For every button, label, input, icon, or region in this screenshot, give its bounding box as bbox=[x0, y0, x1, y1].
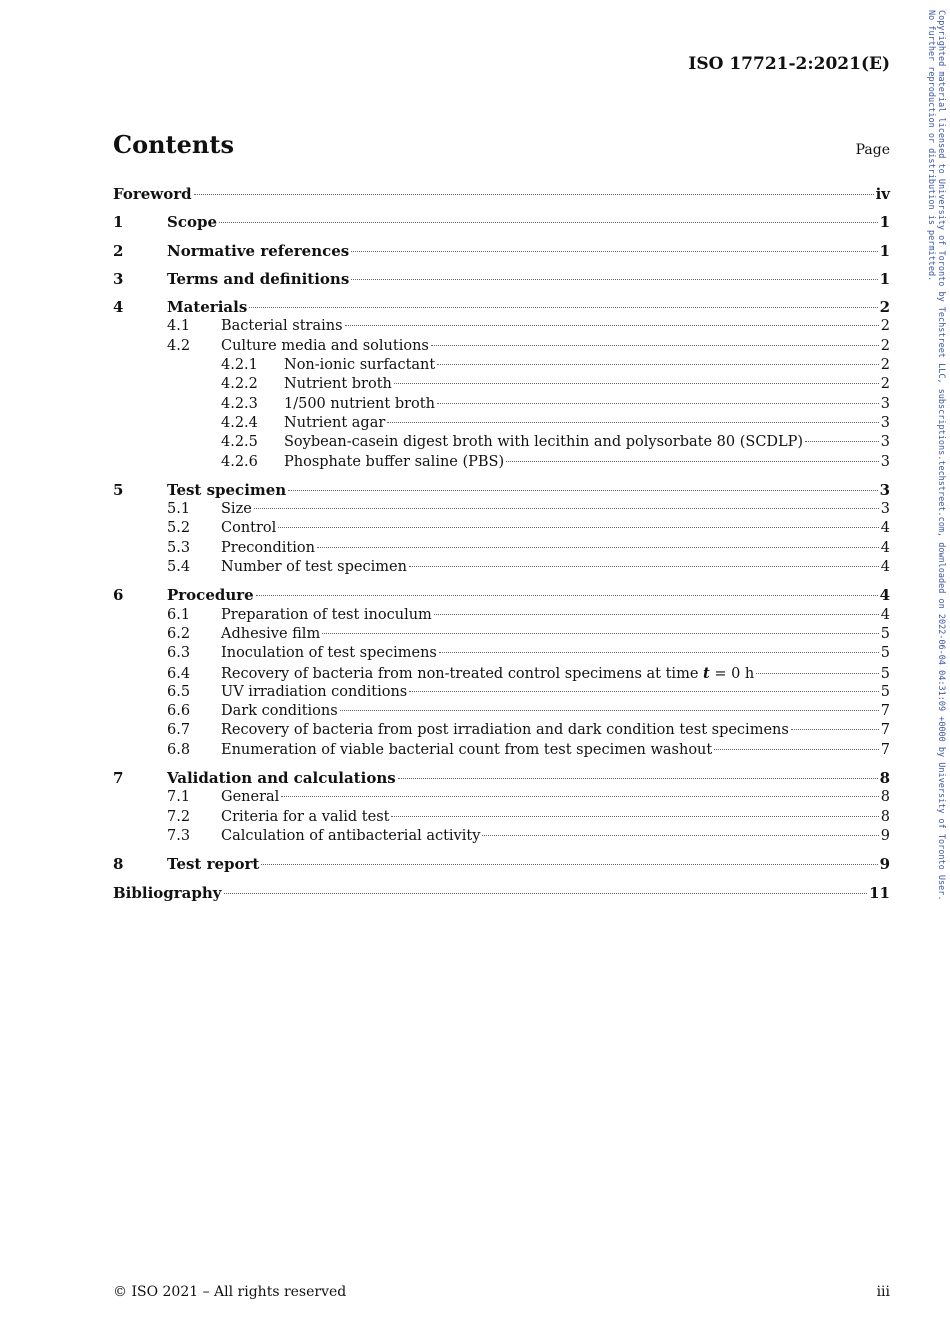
toc-entry[interactable] bbox=[113, 375, 890, 394]
toc-entry-page: 4 bbox=[879, 586, 890, 605]
toc-entry-number: 4.2.1 bbox=[221, 357, 258, 374]
dot-leader bbox=[409, 691, 879, 692]
toc-entry[interactable] bbox=[113, 884, 890, 903]
toc-entry-page: 5 bbox=[880, 683, 890, 700]
dot-leader bbox=[387, 422, 878, 423]
dot-leader bbox=[756, 673, 879, 674]
dot-leader bbox=[409, 566, 879, 567]
toc-entry[interactable] bbox=[113, 500, 890, 519]
contents-heading: Contents bbox=[113, 130, 234, 159]
toc-entry-title: Materials bbox=[167, 298, 248, 317]
toc-entry-page: 1 bbox=[879, 269, 890, 288]
toc-entry-title: Precondition bbox=[221, 539, 315, 556]
toc-entry[interactable] bbox=[113, 586, 890, 605]
toc-entry-number: 5 bbox=[113, 480, 124, 499]
toc-entry-title: Culture media and solutions bbox=[221, 337, 429, 354]
dot-leader bbox=[482, 835, 878, 836]
document-id: ISO 17721-2:2021(E) bbox=[688, 54, 890, 74]
toc-entry-page: 2 bbox=[880, 357, 890, 374]
toc-entry-number: 6.2 bbox=[167, 625, 191, 642]
toc-entry-title: Calculation of antibacterial activity bbox=[221, 827, 481, 844]
dot-leader bbox=[714, 749, 879, 750]
toc-entry-title: Validation and calculations bbox=[167, 769, 396, 788]
toc-entry-number: 4.2.5 bbox=[221, 434, 258, 451]
toc-entry-title: Non-ionic surfactant bbox=[284, 357, 436, 374]
toc-entry-number: 7 bbox=[113, 769, 124, 788]
toc-entry-page: 3 bbox=[880, 414, 890, 431]
toc-entry-title: Size bbox=[221, 501, 252, 518]
toc-entry[interactable] bbox=[113, 558, 890, 577]
watermark-line-1: Copyrighted material licensed to University of Toronto by Techstreet LLC, subscriptions.techstreet.com, downloaded on 2022-06-04 04:31:09 +0000 by University of Toronto User. bbox=[936, 10, 946, 901]
toc-entry-page: 3 bbox=[880, 395, 890, 412]
toc-entry-page: 3 bbox=[880, 453, 890, 470]
toc-entry-page: 4 bbox=[880, 520, 890, 537]
toc-entry[interactable] bbox=[113, 356, 890, 375]
toc-entry-title: Adhesive film bbox=[221, 625, 321, 642]
toc-entry-title: Nutrient broth bbox=[284, 376, 392, 393]
dot-leader bbox=[394, 383, 879, 384]
dot-leader bbox=[340, 710, 879, 711]
toc-entry-title: Foreword bbox=[113, 185, 192, 203]
toc-entry[interactable] bbox=[113, 664, 890, 683]
toc-entry-page: 5 bbox=[880, 645, 890, 662]
dot-leader bbox=[224, 893, 868, 894]
dot-leader bbox=[791, 729, 879, 730]
toc-entry-number: 6.1 bbox=[167, 606, 191, 623]
toc-entry-title: Dark conditions bbox=[221, 703, 338, 720]
toc-entry[interactable] bbox=[113, 414, 890, 433]
toc-entry-page: 7 bbox=[880, 722, 890, 739]
dot-leader bbox=[439, 652, 879, 653]
copyright-watermark bbox=[926, 10, 946, 900]
toc-entry-number: 6.7 bbox=[167, 722, 191, 739]
toc-entry-title: Criteria for a valid test bbox=[221, 808, 390, 825]
toc-entry-page: 5 bbox=[880, 665, 890, 682]
toc-entry-title: Terms and definitions bbox=[167, 269, 350, 288]
toc-entry[interactable] bbox=[113, 683, 890, 702]
dot-leader bbox=[398, 778, 878, 779]
dot-leader bbox=[805, 441, 879, 442]
toc-entry-page: 9 bbox=[880, 827, 890, 844]
toc-entry-number: 3 bbox=[113, 269, 124, 288]
toc-entry-page: 3 bbox=[879, 480, 890, 499]
page-column-label: Page bbox=[855, 142, 890, 158]
dot-leader bbox=[194, 194, 874, 195]
dot-leader bbox=[431, 345, 879, 346]
toc-entry-number: 6 bbox=[113, 586, 124, 605]
toc-entry-number: 4.1 bbox=[167, 318, 191, 335]
toc-entry-number: 7.1 bbox=[167, 789, 191, 806]
dot-leader bbox=[434, 614, 879, 615]
toc-entry-page: 5 bbox=[880, 625, 890, 642]
toc-entry-page: 7 bbox=[880, 703, 890, 720]
toc-entry[interactable] bbox=[113, 808, 890, 827]
toc-entry[interactable] bbox=[113, 788, 890, 807]
toc-entry-title: General bbox=[221, 789, 280, 806]
toc-entry-number: 8 bbox=[113, 855, 124, 874]
toc-entry[interactable] bbox=[113, 270, 890, 289]
toc-entry[interactable] bbox=[113, 481, 890, 500]
footer-copyright: © ISO 2021 – All rights reserved bbox=[113, 1284, 347, 1300]
toc-entry-title: Preparation of test inoculum bbox=[221, 606, 432, 623]
toc-entry-number: 4.2.2 bbox=[221, 376, 258, 393]
table-of-contents bbox=[113, 185, 890, 903]
toc-entry-title: UV irradiation conditions bbox=[221, 683, 408, 700]
toc-entry[interactable] bbox=[113, 827, 890, 846]
toc-entry-title: Test report bbox=[167, 855, 260, 874]
dot-leader bbox=[281, 796, 878, 797]
toc-entry-page: 8 bbox=[879, 769, 890, 788]
toc-entry-page: 2 bbox=[880, 318, 890, 335]
dot-leader bbox=[437, 364, 879, 365]
toc-entry[interactable] bbox=[113, 395, 890, 414]
toc-entry-title: Inoculation of test specimens bbox=[221, 645, 437, 662]
toc-entry[interactable] bbox=[113, 185, 890, 204]
dot-leader bbox=[322, 633, 879, 634]
dot-leader bbox=[261, 864, 877, 865]
toc-entry[interactable] bbox=[113, 769, 890, 788]
toc-entry-page: 4 bbox=[880, 539, 890, 556]
toc-entry-title: Soybean-casein digest broth with lecithin and polysorbate 80 (SCDLP) bbox=[284, 434, 804, 451]
dot-leader bbox=[256, 595, 878, 596]
toc-entry-page: 3 bbox=[880, 434, 890, 451]
toc-entry[interactable] bbox=[113, 298, 890, 317]
toc-entry-number: 6.3 bbox=[167, 645, 191, 662]
dot-leader bbox=[219, 222, 878, 223]
dot-leader bbox=[345, 325, 879, 326]
toc-entry-number: 7.3 bbox=[167, 827, 191, 844]
toc-entry[interactable] bbox=[113, 644, 890, 663]
toc-entry-title: 1/500 nutrient broth bbox=[284, 395, 435, 412]
toc-entry-page: 1 bbox=[879, 213, 890, 232]
toc-entry-number: 6.6 bbox=[167, 703, 191, 720]
toc-entry[interactable] bbox=[113, 317, 890, 336]
toc-entry-page: 1 bbox=[879, 241, 890, 260]
toc-entry-number: 7.2 bbox=[167, 808, 191, 825]
toc-entry-title: Bibliography bbox=[113, 883, 222, 902]
toc-entry-title: Recovery of bacteria from non-treated control specimens at time t = 0 h bbox=[221, 664, 755, 682]
toc-entry-title: Bacterial strains bbox=[221, 318, 343, 335]
toc-entry-page: 8 bbox=[880, 789, 890, 806]
dot-leader bbox=[288, 490, 877, 491]
toc-entry-number: 5.3 bbox=[167, 539, 191, 556]
dot-leader bbox=[437, 403, 879, 404]
toc-entry-title: Normative references bbox=[167, 241, 350, 260]
footer-page-number: iii bbox=[876, 1284, 890, 1300]
toc-entry[interactable] bbox=[113, 625, 890, 644]
toc-entry-number: 6.4 bbox=[167, 665, 191, 682]
toc-entry-number: 5.4 bbox=[167, 559, 191, 576]
toc-entry-number: 4.2.4 bbox=[221, 414, 258, 431]
toc-entry-page: 2 bbox=[880, 376, 890, 393]
toc-entry-number: 5.1 bbox=[167, 501, 191, 518]
toc-entry[interactable] bbox=[113, 539, 890, 558]
toc-entry[interactable] bbox=[113, 433, 890, 452]
toc-entry[interactable] bbox=[113, 741, 890, 760]
toc-entry[interactable] bbox=[113, 721, 890, 740]
dot-leader bbox=[278, 527, 878, 528]
dot-leader bbox=[506, 461, 879, 462]
toc-entry[interactable] bbox=[113, 855, 890, 874]
dot-leader bbox=[351, 251, 877, 252]
dot-leader bbox=[317, 547, 879, 548]
dot-leader bbox=[249, 307, 877, 308]
toc-entry[interactable] bbox=[113, 702, 890, 721]
toc-entry-page: 8 bbox=[880, 808, 890, 825]
toc-entry-page: 2 bbox=[879, 298, 890, 317]
dot-leader bbox=[254, 508, 879, 509]
toc-entry-number: 4 bbox=[113, 298, 124, 317]
toc-entry[interactable] bbox=[113, 606, 890, 625]
toc-entry-title: Test specimen bbox=[167, 480, 287, 499]
toc-entry-number: 2 bbox=[113, 241, 124, 260]
toc-entry-number: 6.8 bbox=[167, 741, 191, 758]
toc-entry[interactable] bbox=[113, 213, 890, 232]
toc-entry-page: 4 bbox=[880, 559, 890, 576]
watermark-line-2: No further reproduction or distribution is permitted. bbox=[926, 10, 936, 282]
toc-entry-number: 4.2.6 bbox=[221, 453, 258, 470]
toc-entry[interactable] bbox=[113, 242, 890, 261]
toc-entry-title: Procedure bbox=[167, 586, 254, 605]
toc-entry-title: Enumeration of viable bacterial count from test specimen washout bbox=[221, 741, 713, 758]
toc-entry-title: Nutrient agar bbox=[284, 414, 386, 431]
dot-leader bbox=[351, 279, 877, 280]
toc-entry-page: 3 bbox=[880, 501, 890, 518]
toc-entry-number: 1 bbox=[113, 213, 124, 232]
toc-entry-page: 11 bbox=[869, 883, 890, 902]
toc-entry-page: 9 bbox=[879, 855, 890, 874]
toc-entry-number: 4.2 bbox=[167, 337, 191, 354]
toc-entry[interactable] bbox=[113, 337, 890, 356]
toc-entry-page: 4 bbox=[880, 606, 890, 623]
toc-entry-title: Number of test specimen bbox=[221, 559, 407, 576]
dot-leader bbox=[391, 816, 878, 817]
toc-entry[interactable] bbox=[113, 453, 890, 472]
toc-entry-number: 4.2.3 bbox=[221, 395, 258, 412]
toc-entry-number: 6.5 bbox=[167, 683, 191, 700]
toc-entry-page: 2 bbox=[880, 337, 890, 354]
toc-entry-page: 7 bbox=[880, 741, 890, 758]
toc-entry-title: Recovery of bacteria from post irradiation and dark condition test specimens bbox=[221, 722, 789, 739]
toc-entry-title: Phosphate buffer saline (PBS) bbox=[284, 453, 505, 470]
toc-entry-title: Scope bbox=[167, 213, 218, 232]
toc-entry-page: iv bbox=[875, 185, 890, 203]
toc-entry[interactable] bbox=[113, 519, 890, 538]
toc-entry-number: 5.2 bbox=[167, 520, 191, 537]
toc-entry-title: Control bbox=[221, 520, 277, 537]
